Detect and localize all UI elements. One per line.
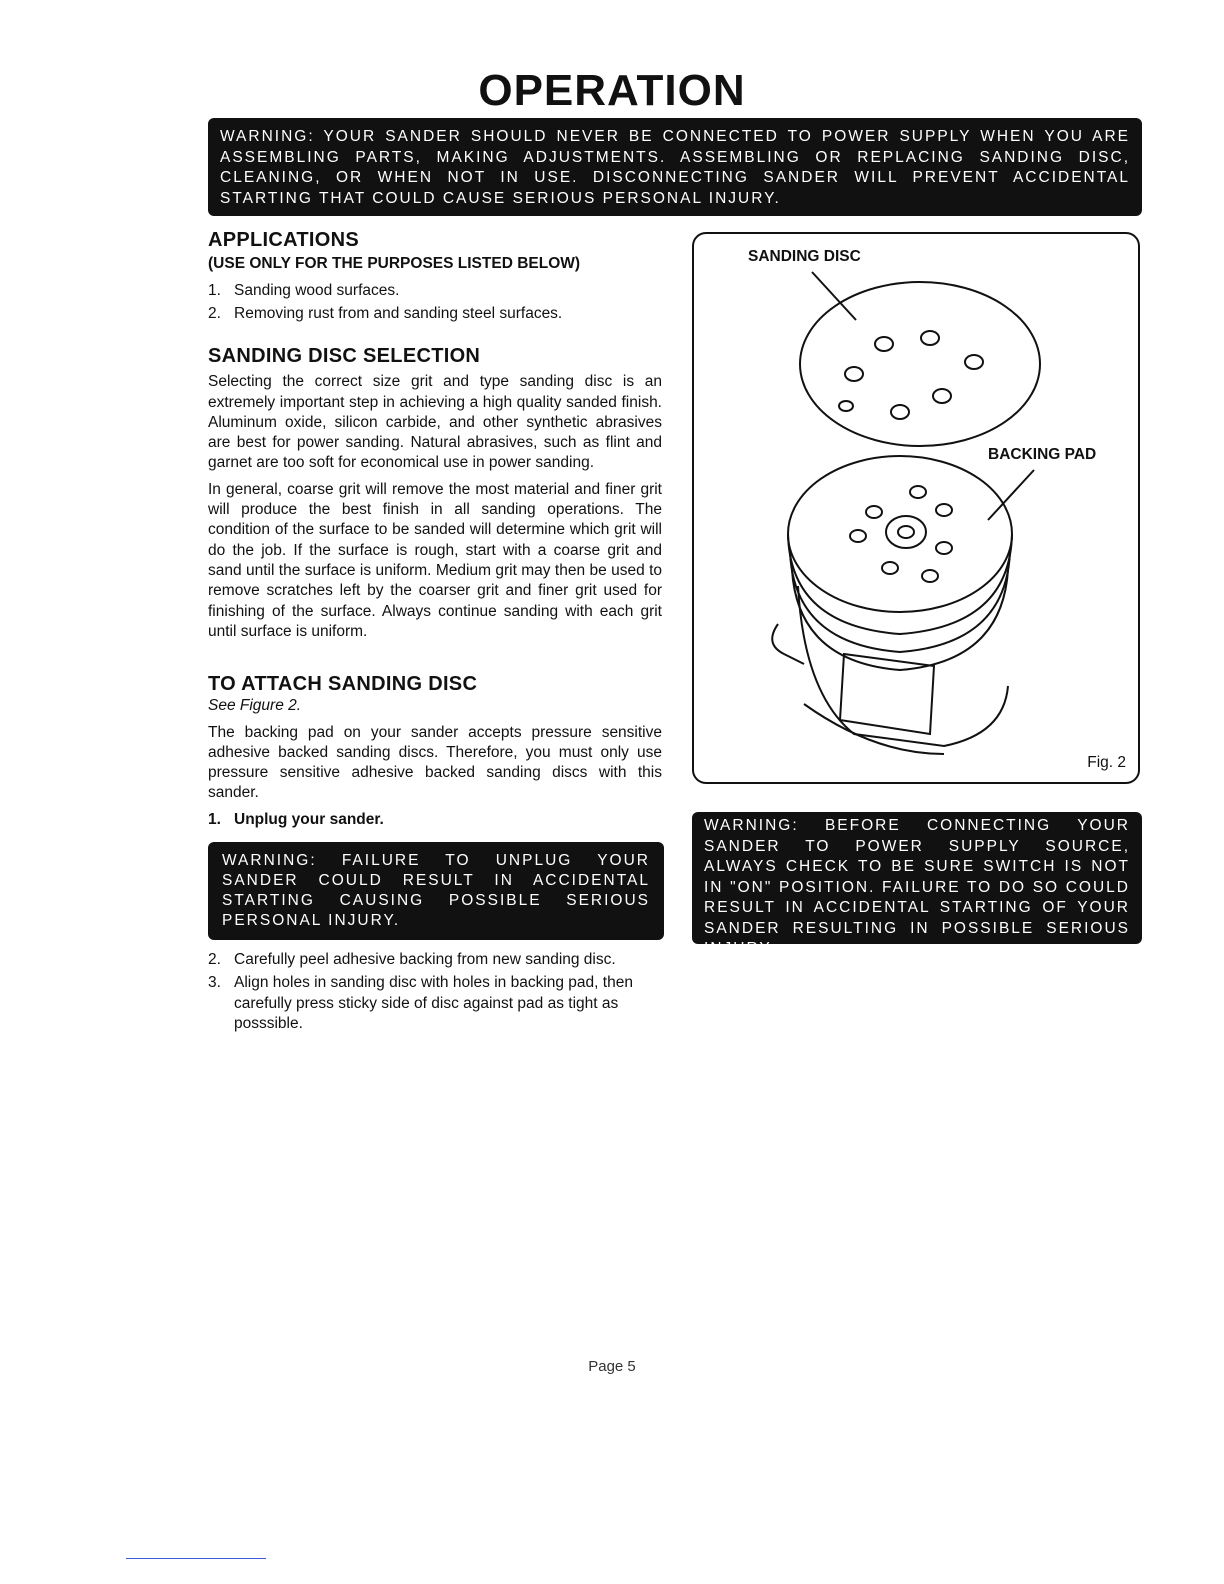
attach-disc-section — [208, 674, 662, 833]
list-number: 2. — [208, 951, 221, 968]
list-text: Unplug your sander. — [234, 810, 384, 828]
list-number: 3. — [208, 974, 221, 992]
backing-pad-shape — [788, 456, 1012, 612]
sanding-disc-shape — [800, 282, 1040, 446]
disc-selection-section — [208, 346, 662, 648]
list-text: Align holes in sanding disc with holes in backing pad, then carefully press sticky side of disc against pad as tight as posssible. — [234, 974, 633, 1032]
attach-disc-paragraph: The backing pad on your sander accepts pressure sensitive adhesive backed sanding discs. Therefore, you must only use pressure sensitive adhesive backed sanding discs with this sander. — [208, 723, 662, 802]
page-title: OPERATION — [478, 66, 746, 115]
sanding-disc-leader — [812, 272, 856, 320]
warning-switch-check: WARNING: BEFORE CONNECTING YOUR SANDER TO POWER SUPPLY SOURCE, ALWAYS CHECK TO BE SURE SWITCH IS NOT IN "ON" POSITION. FAILURE TO DO SO COULD RESULT IN ACCIDENTAL STARTING OF YOUR SANDER RESULTING IN POSSIBLE SERIOUS INJURY. — [692, 812, 1142, 944]
page-number: Page 5 — [588, 1358, 636, 1375]
figure-2 — [692, 232, 1140, 784]
list-item — [208, 281, 662, 301]
attach-disc-heading: TO ATTACH SANDING DISC — [208, 673, 478, 695]
sanding-disc-label: SANDING DISC — [748, 248, 861, 265]
list-item — [208, 304, 662, 324]
see-figure-note: See Figure 2. — [208, 697, 302, 715]
footer-rule — [126, 1558, 266, 1559]
disc-selection-paragraph-1: Selecting the correct size grit and type sanding disc is an extremely important step in achieving a high quality sanded finish. Aluminum oxide, silicon carbide, and other synthetic abrasives are best for power sanding. Natural abrasives, such as flint and garnet are too soft for economical use in power sanding. — [208, 373, 662, 472]
backing-pad-label: BACKING PAD — [988, 446, 1097, 463]
list-text: Carefully peel adhesive backing from new sanding disc. — [234, 951, 616, 968]
list-number: 1. — [208, 281, 221, 299]
backing-pad-leader — [988, 470, 1034, 520]
list-item — [208, 810, 662, 830]
disc-selection-heading: SANDING DISC SELECTION — [208, 345, 481, 367]
list-number: 1. — [208, 810, 221, 828]
sander-illustration — [694, 234, 1138, 782]
list-item — [208, 973, 662, 1034]
applications-section — [208, 230, 662, 327]
list-number: 2. — [208, 304, 221, 322]
applications-list — [208, 281, 662, 325]
attach-steps-list — [208, 950, 662, 1034]
warning-disconnect: WARNING: YOUR SANDER SHOULD NEVER BE CONNECTED TO POWER SUPPLY WHEN YOU ARE ASSEMBLING PARTS, MAKING ADJUSTMENTS. ASSEMBLING OR REPLACING SANDING DISC, CLEANING, OR WHEN NOT IN USE. DISCONNECTING SANDER WILL PREVENT ACCIDENTAL STARTING THAT COULD CAUSE SERIOUS PERSONAL INJURY. — [208, 118, 1142, 216]
warning-unplug: WARNING: FAILURE TO UNPLUG YOUR SANDER COULD RESULT IN ACCIDENTAL STARTING CAUSING POSSIBLE SERIOUS PERSONAL INJURY. — [208, 842, 664, 940]
applications-subheading: (USE ONLY FOR THE PURPOSES LISTED BELOW) — [208, 255, 581, 273]
attach-step-1 — [208, 810, 662, 830]
attach-steps — [208, 950, 662, 1037]
disc-selection-paragraph-2: In general, coarse grit will remove the most material and finer grit will produce the best finish in all sanding operations. The condition of the surface to be sanded will determine which grit will do the job. If the surface is rough, start with a coarse grit and sand until the surface is uniform. Medium grit may then be used to remove scratches left by the coarser grit and finer grit used for finishing of the surface. Always continue sanding with each grit until surface is uniform. — [208, 480, 662, 640]
list-item — [208, 950, 662, 970]
list-text: Removing rust from and sanding steel surfaces. — [234, 304, 563, 322]
figure-number: Fig. 2 — [1087, 754, 1126, 771]
list-text: Sanding wood surfaces. — [234, 281, 400, 299]
applications-heading: APPLICATIONS — [208, 229, 360, 251]
